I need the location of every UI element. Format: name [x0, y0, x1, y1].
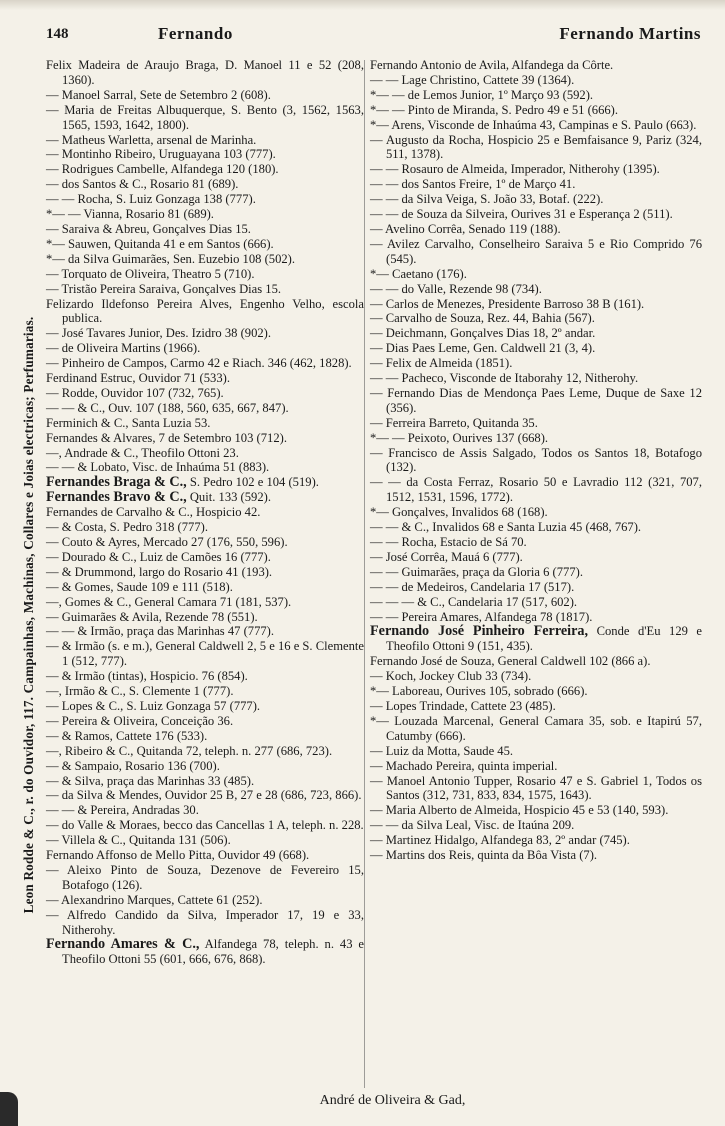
directory-entry: [46, 401, 364, 416]
directory-entry: [46, 282, 364, 297]
entry-name: — Montinho Ribeiro, Uruguayana 103 (777).: [46, 147, 276, 162]
directory-entry: [370, 475, 702, 505]
directory-entry: [370, 207, 702, 222]
entry-name: Fernando Affonso de Mello Pitta, Ouvidor 49 (668).: [46, 848, 310, 863]
directory-entry: [370, 535, 702, 550]
entry-name: — — & Irmão, praça das Marinhas 47 (777).: [46, 624, 275, 639]
page-top-edge: [0, 0, 725, 10]
directory-entry: [370, 341, 702, 356]
entry-name: — Fernando Dias de Mendonça Paes Leme, Duque de Saxe 12 (356).: [370, 385, 702, 415]
directory-entry: [46, 610, 364, 625]
entry-name: — — Guimarães, praça da Gloria 6 (777).: [370, 564, 583, 579]
side-advertisement-text: Leon Rodde & C., r. do Ouvidor, 117. Campainhas, Machinas, Collares e Joias electricas; Perfumarias.: [21, 316, 36, 914]
entry-name: *— Caetano (176).: [370, 266, 467, 281]
entry-name: —, Ribeiro & C., Quitanda 72, teleph. n. 277 (686, 723).: [46, 743, 333, 758]
directory-entry: [370, 684, 702, 699]
entry-name: — Rodde, Ouvidor 107 (732, 765).: [46, 385, 224, 400]
directory-entry: [46, 833, 364, 848]
entry-name: —, Andrade & C., Theofilo Ottoni 23.: [46, 445, 239, 460]
directory-entry: [370, 192, 702, 207]
entry-name: *— Laboreau, Ourives 105, sobrado (666).: [370, 684, 588, 699]
entry-name: — Luiz da Motta, Saude 45.: [370, 743, 514, 758]
directory-entry: [46, 669, 364, 684]
entry-name: — — da Silva Veiga, S. João 33, Botaf. (222).: [370, 192, 604, 207]
entry-name: *— Arens, Visconde de Inhaúma 43, Campinas e S. Paulo (663).: [370, 117, 697, 132]
directory-entry: [370, 744, 702, 759]
directory-entry: [46, 595, 364, 610]
directory-entry: [46, 863, 364, 893]
directory-entry: [46, 162, 364, 177]
entry-name: — Pereira & Oliveira, Conceição 36.: [46, 713, 234, 728]
directory-entry: [46, 297, 364, 327]
directory-entry: [46, 744, 364, 759]
directory-entry: [46, 446, 364, 461]
entry-name: Felizardo Ildefonso Pereira Alves, Engenho Velho, escola publica.: [46, 296, 364, 326]
directory-entry: [46, 371, 364, 386]
entry-name: *— da Silva Guimarães, Sen. Euzebio 108 (502).: [46, 251, 296, 266]
directory-entry: [46, 714, 364, 729]
entry-name: — Machado Pereira, quinta imperial.: [370, 758, 558, 773]
entry-name: — de Oliveira Martins (1966).: [46, 341, 201, 356]
entry-name: — Martins dos Reis, quinta da Bôa Vista (7).: [370, 848, 598, 863]
entry-name: — & Drummond, largo do Rosario 41 (193).: [46, 564, 273, 579]
directory-entry: [46, 222, 364, 237]
directory-entry: [46, 535, 364, 550]
entry-name: — Francisco de Assis Salgado, Todos os Santos 18, Botafogo (132).: [370, 445, 702, 475]
directory-entry: [46, 252, 364, 267]
directory-entry: [46, 207, 364, 222]
entry-name: — — da Silva Leal, Visc. de Itaúna 209.: [370, 818, 575, 833]
column-divider: [364, 60, 365, 1088]
entry-name: *— — Vianna, Rosario 81 (689).: [46, 207, 214, 222]
entry-address: S. Pedro 102 e 104 (519).: [186, 475, 319, 490]
directory-entry: [370, 714, 702, 744]
page-number: 148: [46, 26, 69, 42]
entry-name: — Dourado & C., Luiz de Camões 16 (777).: [46, 549, 271, 564]
entry-name: — — dos Santos Freire, 1º de Março 41.: [370, 177, 576, 192]
entry-name: — dos Santos & C., Rosario 81 (689).: [46, 177, 239, 192]
entry-name: Fernandes Bravo & C.,: [46, 489, 187, 506]
directory-entry: [46, 788, 364, 803]
entry-name: Ferminich & C., Santa Luzia 53.: [46, 415, 211, 430]
directory-entry: [46, 639, 364, 669]
entry-name: — Torquato de Oliveira, Theatro 5 (710).: [46, 266, 255, 281]
directory-entry: [46, 684, 364, 699]
directory-entry: [370, 356, 702, 371]
entry-name: — Manoel Sarral, Sete de Setembro 2 (608).: [46, 87, 271, 102]
entry-name: — Alfredo Candido da Silva, Imperador 17, 19 e 33, Nitherohy.: [46, 907, 364, 937]
directory-entry: [46, 908, 364, 938]
entry-name: — — & Lobato, Visc. de Inhaúma 51 (883).: [46, 460, 270, 475]
directory-entry: [370, 88, 702, 103]
directory-entry: [46, 192, 364, 207]
entry-name: Fernandes Braga & C.,: [46, 474, 187, 491]
directory-entry: [46, 818, 364, 833]
directory-entry: [370, 550, 702, 565]
directory-entry: [46, 803, 364, 818]
directory-entry: [46, 386, 364, 401]
entry-name: —, Irmão & C., S. Clemente 1 (777).: [46, 684, 234, 699]
entry-name: — Carvalho de Souza, Rez. 44, Bahia (567).: [370, 311, 595, 326]
entry-name: — José Tavares Junior, Des. Izidro 38 (902).: [46, 326, 272, 341]
directory-entry: [370, 520, 702, 535]
entry-name: — — & Pereira, Andradas 30.: [46, 803, 199, 818]
entry-address: Alfandega 78, teleph. n. 43 e Theofilo Ottoni 55 (601, 666, 676, 868).: [62, 937, 364, 967]
directory-entry: [370, 371, 702, 386]
directory-entry: [370, 222, 702, 237]
entry-name: *— Gonçalves, Invalidos 68 (168).: [370, 505, 548, 520]
directory-entry: [46, 326, 364, 341]
directory-entry: [46, 416, 364, 431]
page-footer: André de Oliveira & Gad,: [319, 1093, 466, 1108]
entry-name: — Maria de Freitas Albuquerque, S. Bento (3, 1562, 1563, 1565, 1593, 1642, 1800).: [46, 102, 364, 132]
entry-name: Fernando José de Souza, General Caldwell 102 (866 a).: [370, 654, 651, 669]
left-running-title: Fernando: [158, 24, 233, 43]
directory-entry: [46, 341, 364, 356]
entry-name: — da Silva & Mendes, Ouvidor 25 B, 27 e 28 (686, 723, 866).: [46, 788, 362, 803]
entry-name: — Ferreira Barreto, Quitanda 35.: [370, 415, 538, 430]
entry-name: — Maria Alberto de Almeida, Hospicio 45 e 53 (140, 593).: [370, 803, 669, 818]
directory-entry: [370, 774, 702, 804]
entry-name: *— — de Lemos Junior, 1º Março 93 (592).: [370, 87, 594, 102]
entry-name: — & Sampaio, Rosario 136 (700).: [46, 758, 220, 773]
directory-entry: [370, 386, 702, 416]
entry-address: Conde d'Eu 129 e Theofilo Ottoni 9 (151, 435).: [386, 624, 702, 654]
directory-entry: [46, 133, 364, 148]
directory-entry: [46, 893, 364, 908]
directory-entry: [46, 237, 364, 252]
entry-name: — Pinheiro de Campos, Carmo 42 e Riach. 346 (462, 1828).: [46, 356, 352, 371]
directory-entry: [370, 58, 702, 73]
entry-name: — & Gomes, Saude 109 e 111 (518).: [46, 579, 233, 594]
right-column: [370, 58, 702, 863]
entry-name: — Carlos de Menezes, Presidente Barroso 38 B (161).: [370, 296, 645, 311]
entry-name: Fernando José Pinheiro Ferreira,: [370, 623, 589, 640]
entry-name: — — & C., Invalidos 68 e Santa Luzia 45 (468, 767).: [370, 520, 642, 535]
directory-entry: [370, 267, 702, 282]
directory-entry: [370, 237, 702, 267]
directory-entry: [370, 282, 702, 297]
directory-entry: [46, 729, 364, 744]
directory-entry: [46, 624, 364, 639]
directory-entry: [46, 550, 364, 565]
directory-entry: [370, 595, 702, 610]
left-column: [46, 58, 364, 967]
directory-entry: [46, 431, 364, 446]
entry-name: — Deichmann, Gonçalves Dias 18, 2º andar.: [370, 326, 596, 341]
entry-name: — Alexandrino Marques, Cattete 61 (252).: [46, 892, 263, 907]
entry-name: *— — Peixoto, Ourives 137 (668).: [370, 430, 549, 445]
directory-entry: [370, 505, 702, 520]
entry-name: — Tristão Pereira Saraiva, Gonçalves Dias 15.: [46, 281, 282, 296]
entry-name: Felix Madeira de Araujo Braga, D. Manoel 11 e 52 (208, 1360).: [46, 58, 364, 87]
entry-name: —, Gomes & C., General Camara 71 (181, 537).: [46, 594, 292, 609]
entry-address: Quit. 133 (592).: [186, 490, 271, 505]
directory-entry: [46, 147, 364, 162]
directory-entry: [370, 311, 702, 326]
right-running-title: Fernando Martins: [559, 24, 701, 43]
entry-name: — Couto & Ayres, Mercado 27 (176, 550, 596).: [46, 535, 288, 549]
entry-name: — Manoel Antonio Tupper, Rosario 47 e S. Gabriel 1, Todos os Santos (312, 731, 833, 834, 1575, 1643).: [370, 773, 702, 803]
directory-entry: [370, 699, 702, 714]
directory-entry: [370, 669, 702, 684]
directory-entry: [46, 937, 364, 967]
entry-name: — Lopes Trindade, Cattete 23 (485).: [370, 698, 556, 713]
directory-entry: [46, 580, 364, 595]
directory-entry: [370, 654, 702, 669]
directory-entry: [370, 297, 702, 312]
directory-entry: [370, 803, 702, 818]
entry-name: — & Irmão (s. e m.), General Caldwell 2, 5 e 16 e S. Clemente 1 (512, 777).: [46, 639, 364, 669]
directory-entry: [370, 416, 702, 431]
page-header: [40, 22, 707, 48]
entry-name: — & Costa, S. Pedro 318 (777).: [46, 520, 208, 535]
entry-name: — Augusto da Rocha, Hospicio 25 e Bemfaisance 9, Pariz (324, 511, 1378).: [370, 132, 702, 162]
directory-entry: [370, 73, 702, 88]
directory-entry: [370, 833, 702, 848]
directory-entry: [370, 580, 702, 595]
directory-entry: [370, 431, 702, 446]
directory-entry: [46, 490, 364, 505]
directory-entry: [46, 759, 364, 774]
directory-entry: [46, 177, 364, 192]
directory-entry: [370, 759, 702, 774]
directory-entry: [46, 475, 364, 490]
entry-name: Fernandes & Alvares, 7 de Setembro 103 (712).: [46, 430, 287, 445]
directory-entry: [46, 103, 364, 133]
entry-name: Fernandes de Carvalho & C., Hospicio 42.: [46, 505, 261, 520]
entry-name: — Guimarães & Avila, Rezende 78 (551).: [46, 609, 258, 624]
directory-entry: [370, 610, 702, 625]
entry-name: *— Sauwen, Quitanda 41 e em Santos (666).: [46, 236, 274, 251]
page-corner-shadow: [0, 1092, 18, 1126]
entry-name: — & Silva, praça das Marinhas 33 (485).: [46, 773, 255, 788]
entry-name: Ferdinand Estruc, Ouvidor 71 (533).: [46, 371, 230, 386]
directory-entry: [46, 58, 364, 88]
entry-name: — — Lage Christino, Cattete 39 (1364).: [370, 72, 575, 87]
entry-name: Fernando Amares & C.,: [46, 936, 200, 953]
directory-entry: [370, 818, 702, 833]
entry-name: — do Valle & Moraes, becco das Cancellas 1 A, teleph. n. 228.: [46, 818, 364, 833]
directory-entry: [46, 88, 364, 103]
directory-entry: [370, 177, 702, 192]
directory-entry: [370, 133, 702, 163]
entry-name: — Felix de Almeida (1851).: [370, 356, 513, 371]
entry-name: — — Pacheco, Visconde de Itaborahy 12, Nitherohy.: [370, 371, 639, 386]
entry-name: — Matheus Warletta, arsenal de Marinha.: [46, 132, 257, 147]
entry-name: — Rodrigues Cambelle, Alfandega 120 (180).: [46, 162, 279, 177]
entry-name: — & Irmão (tintas), Hospicio. 76 (854).: [46, 669, 248, 684]
entry-name: — Lopes & C., S. Luiz Gonzaga 57 (777).: [46, 698, 261, 713]
side-advertisement: [14, 175, 44, 1055]
entry-name: — — Rosauro de Almeida, Imperador, Nitherohy (1395).: [370, 162, 660, 177]
entry-name: *— — Pinto de Miranda, S. Pedro 49 e 51 (666).: [370, 102, 619, 117]
entry-name: — Avelino Corrêa, Senado 119 (188).: [370, 221, 561, 236]
directory-entry: [370, 103, 702, 118]
entry-name: — — do Valle, Rezende 98 (734).: [370, 281, 542, 296]
entry-name: — — de Souza da Silveira, Ourives 31 e Esperança 2 (511).: [370, 207, 673, 222]
directory-entry: [370, 848, 702, 863]
directory-entry: [370, 118, 702, 133]
entry-name: — — da Costa Ferraz, Rosario 50 e Lavradio 112 (321, 707, 1512, 1531, 1596, 1772).: [370, 475, 702, 505]
directory-entry: [46, 774, 364, 789]
directory-entry: [370, 326, 702, 341]
entry-name: — — — & C., Candelaria 17 (517, 602).: [370, 594, 578, 609]
entry-name: — & Ramos, Cattete 176 (533).: [46, 728, 208, 743]
directory-entry: [46, 356, 364, 371]
entry-name: — — de Medeiros, Candelaria 17 (517).: [370, 579, 575, 594]
entry-name: *— Louzada Marcenal, General Camara 35, sob. e Itapirú 57, Catumby (666).: [370, 713, 702, 743]
directory-entry: [46, 848, 364, 863]
directory-entry: [46, 460, 364, 475]
directory-entry: [370, 565, 702, 580]
entry-name: — José Corrêa, Mauá 6 (777).: [370, 549, 523, 564]
directory-entry: [46, 505, 364, 520]
directory-entry: [46, 565, 364, 580]
entry-name: — Dias Paes Leme, Gen. Caldwell 21 (3, 4).: [370, 341, 596, 356]
entry-name: — — Pereira Amares, Alfandega 78 (1817).: [370, 609, 593, 624]
directory-entry: [46, 699, 364, 714]
entry-name: — Avilez Carvalho, Conselheiro Saraiva 5 e Rio Comprido 76 (545).: [370, 236, 702, 266]
directory-entry: [46, 520, 364, 535]
entry-name: — Koch, Jockey Club 33 (734).: [370, 669, 532, 684]
directory-entry: [370, 162, 702, 177]
entry-name: — Martinez Hidalgo, Alfandega 83, 2º andar (745).: [370, 833, 630, 848]
entry-name: — Saraiva & Abreu, Gonçalves Dias 15.: [46, 221, 251, 236]
entry-name: — — & C., Ouv. 107 (188, 560, 635, 667, 847).: [46, 400, 289, 415]
directory-entry: [370, 446, 702, 476]
directory-entry: [370, 624, 702, 654]
entry-name: — Villela & C., Quitanda 131 (506).: [46, 833, 231, 848]
entry-name: — — Rocha, S. Luiz Gonzaga 138 (777).: [46, 192, 256, 207]
entry-name: Fernando Antonio de Avila, Alfandega da Côrte.: [370, 58, 614, 72]
entry-name: — — Rocha, Estacio de Sá 70.: [370, 535, 527, 549]
entry-name: — Aleixo Pinto de Souza, Dezenove de Fevereiro 15, Botafogo (126).: [46, 862, 364, 892]
directory-entry: [46, 267, 364, 282]
